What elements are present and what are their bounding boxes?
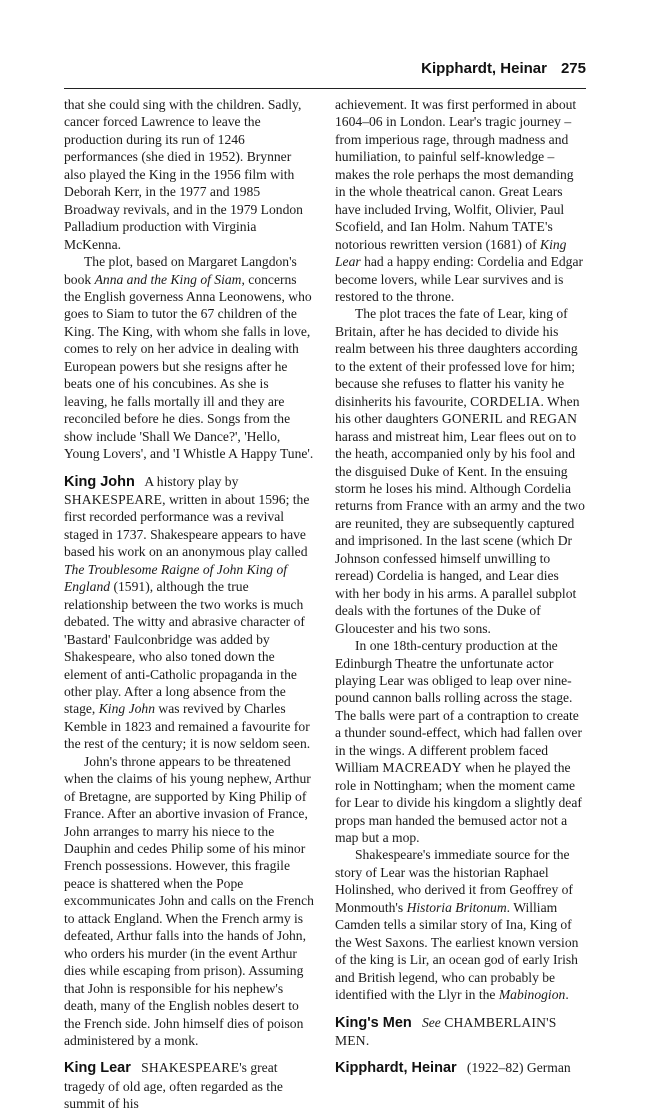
paragraph: achievement. It was first performed in about 1604–06 in London. Lear's tragic journey – from imperious rage, through madness and humiliation, to painful self-knowledge – makes the role perhaps the most demanding in the whole theatrical canon. Great Lears have included Irving, Wolfit, Olivier, Paul Scofield, and Ian Holm. Nahum TATE's notorious rewritten version (1681) of King Lear had a happy ending: Cordelia and Edgar become lovers, while Lear survives and is restored to the throne.	[335, 97, 584, 304]
cross-reference: SHAKESPEARE	[64, 491, 163, 507]
headword: King Lear	[64, 1060, 131, 1077]
entry-king-lear: King Lear SHAKESPEARE's great tragedy of old age, often regarded as the summit of his	[64, 1060, 283, 1112]
running-head	[64, 60, 586, 80]
running-head-title: Kipphardt, Heinar	[421, 60, 547, 77]
paragraph: Shakespeare's immediate source for the story of Lear was the historian Raphael Holinshed, who derived it from Geoffrey of Monmouth's Historia Britonum. William Camden tells a similar story of Ina, King of the West Saxons. The earliest known version of the king is Lir, an ocean god of early Irish and British legend, who can probably be identified with the Llyr in the Mabinogion.	[335, 847, 579, 1003]
paragraph: John's throne appears to be threatened when the claims of his young nephew, Arthur of Bretagne, are supported by King Philip of France. After an abortive invasion of France, John arranges to marry his niece to the Dauphin and cedes Philip some of his minor French possessions. However, this fragile peace is shattered when the Pope excommunicates John and calls on the French to attack England. When the French army is defeated, Arthur falls into the hands of John, who orders his murder (in the event Arthur dies while escaping from prison). Assuming that John is responsible for his nephew's death, many of the English nobles desert to the French side. John himself dies of poison administered by a monk.	[64, 753, 314, 1049]
paragraph: In one 18th-century production at the Edinburgh Theatre the unfortunate actor playing Lear was obliged to leap over nine-pound cannon balls rolling across the stage. The balls were part of a contraption to create a thunder sound-effect, which had fallen over in the wings. A different problem faced William MACREADY when he played the role in Nottingham; when the moment came for Lear to divide his kingdom a slightly deaf props man handed the bemused actor not a map but a mop.	[335, 638, 582, 846]
headword: Kipphardt, Heinar	[335, 1060, 457, 1077]
cross-reference: TATE	[512, 219, 545, 235]
cross-reference: CORDELIA	[470, 393, 541, 409]
cross-reference: GONERIL	[441, 411, 503, 427]
cross-reference: REGAN	[529, 411, 578, 427]
headword: King John	[64, 473, 135, 490]
play-title: King Lear	[335, 236, 567, 270]
cross-reference: MACREADY	[382, 760, 462, 776]
book-title: Historia Britonum	[406, 899, 507, 915]
paragraph: that she could sing with the children. Sadly, cancer forced Lawrence to leave the production during its run of 1246 performances (she died in 1952). Brynner also played the King in the 1956 film with Deborah Kerr, in the 1977 and 1985 Broadway revivals, and in the 1979 London Palladium production with Virginia McKenna.	[64, 97, 303, 252]
left-column	[64, 96, 314, 1113]
play-title: The Troublesome Raigne of John King of England	[64, 561, 288, 595]
cross-reference: SHAKESPEARE	[141, 1060, 240, 1076]
paragraph: The plot traces the fate of Lear, king of Britain, after he has decided to divide his realm between his three daughters according to the extent of their professed love for him; because she refuses to flatter his vanity he disinherits his favourite, CORDELIA. When his other daughters GONERIL and REGAN harass and mistreat him, Lear flees out on to the heath, accompanied only by his fool and the disguised Duke of Kent. In the ensuing storm he loses his mind. Although Cordelia returns from France with an army and the two are reunited, they are subsequently captured and imprisoned. In the last scene (which Dr Johnson confessed himself unwilling to reread) Cordelia is hanged, and Lear dies with her body in his arms. A parallel subplot deals with the fortunes of the Duke of Gloucester and his two sons.	[335, 306, 585, 636]
entry-kings-men: King's Men See CHAMBERLAIN'S MEN.	[335, 1014, 557, 1049]
right-column	[335, 96, 585, 1078]
entry-kipphardt: Kipphardt, Heinar (1922–82) German	[335, 1060, 571, 1077]
see-label: See	[421, 1014, 441, 1030]
paragraph: The plot, based on Margaret Langdon's book Anna and the King of Siam, concerns the English governess Anna Leonowens, who goes to Siam to tutor the 67 children of the King. The King, with whom she falls in love, comes to rely on her advice in dealing with European powers but she resigns after he beats one of his concubines. As she is leaving, he falls mortally ill and they are reconciled before he dies. Songs from the show include 'Shall We Dance?', 'Hello, Young Lovers', and 'I Whistle A Happy Tune'.	[64, 254, 314, 462]
entry-king-john: King John A history play by SHAKESPEARE, written in about 1596; the first recorded performance was a revival staged in 1737. Shakespeare appears to have based his work on an anonymous play called The Troublesome Raigne of John King of England (1591), although the true relationship between the two works is much debated. The witty and abrasive character of 'Bastard' Faulconbridge was added by Shakespeare, who also toned down the element of anti-Catholic propaganda in the other play. After a long absence from the stage, King John was revived by Charles Kemble in 1823 and remained a favourite for the rest of the century; it is now seldom seen.	[64, 473, 311, 752]
header-rule	[64, 88, 586, 89]
play-title: King John	[98, 701, 155, 717]
page-number: 275	[560, 60, 586, 77]
book-title: Anna and the King of Siam	[94, 271, 242, 287]
headword: King's Men	[335, 1014, 412, 1031]
cross-reference: CHAMBERLAIN'S MEN	[335, 1014, 557, 1049]
book-title: Mabinogion	[498, 987, 566, 1003]
